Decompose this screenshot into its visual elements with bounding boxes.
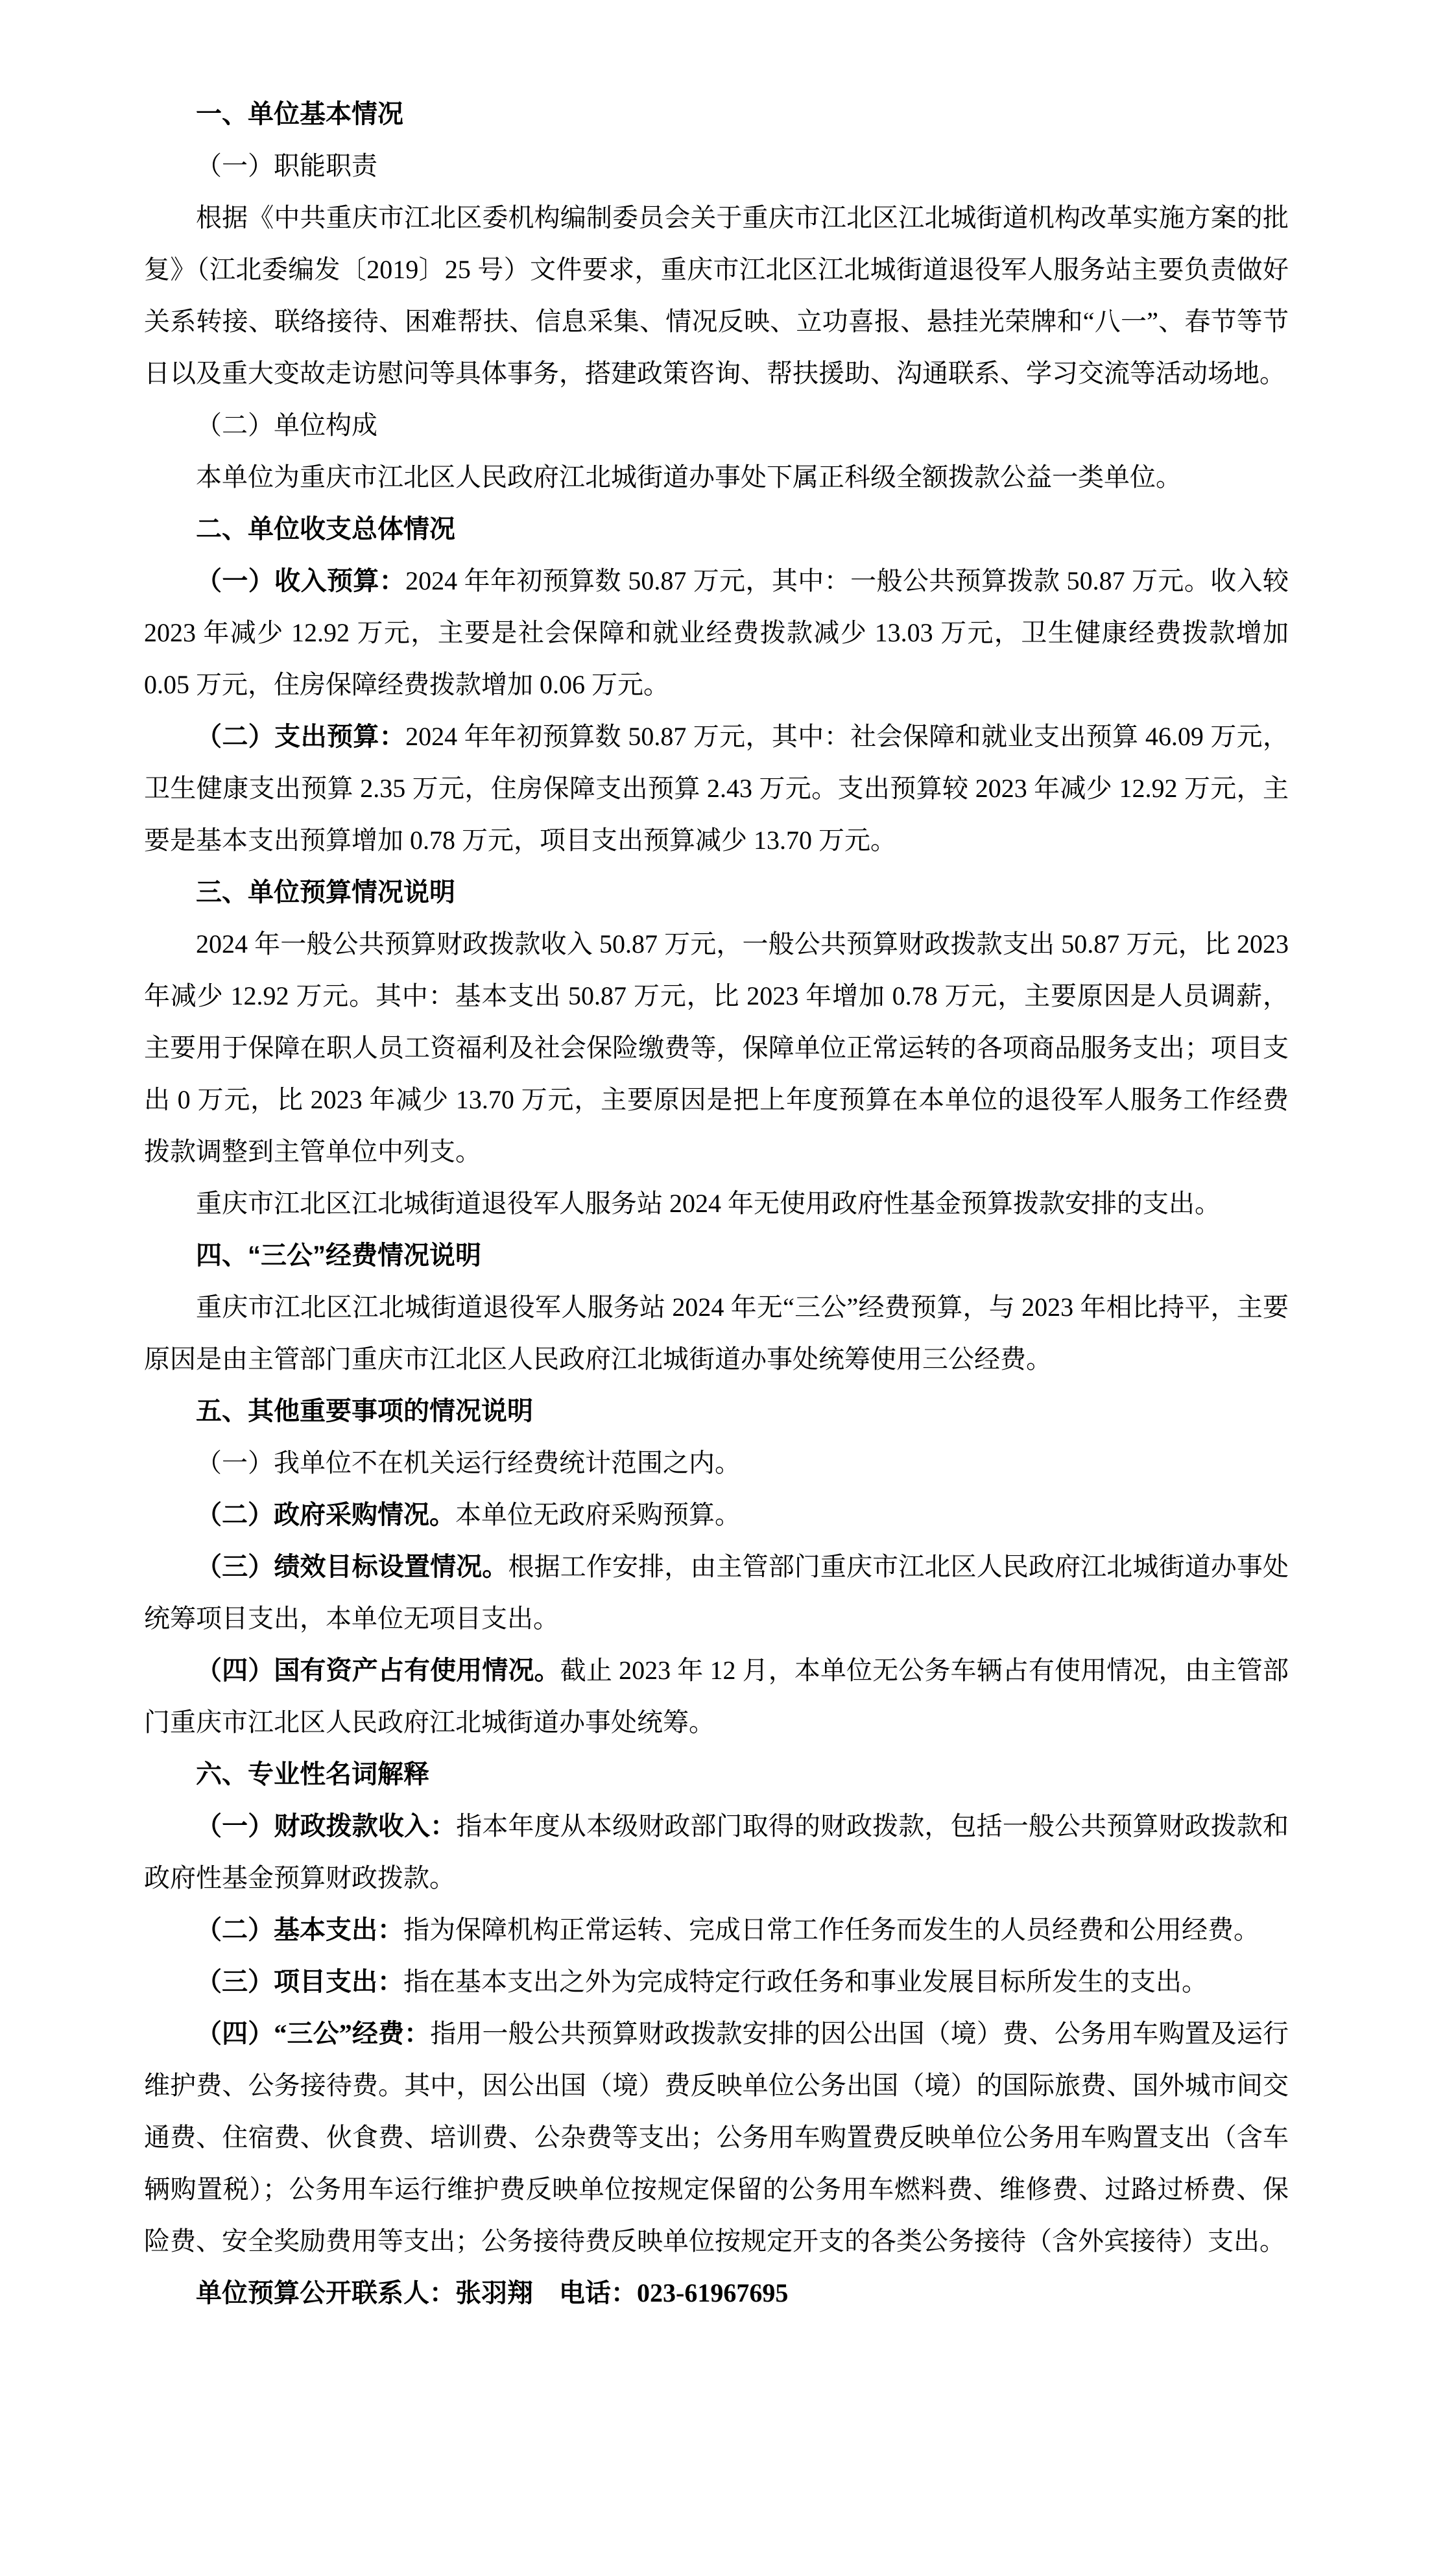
paragraph-text: 本单位无政府采购预算。 bbox=[455, 1500, 741, 1529]
paragraph: 重庆市江北区江北城街道退役军人服务站 2024 年无“三公”经费预算，与 2023 年相比持平，主要原因是由主管部门重庆市江北区人民政府江北城街道办事处统筹使用三公经费。 bbox=[144, 1293, 1289, 1374]
paragraph: 2024 年一般公共预算财政拨款收入 50.87 万元，一般公共预算财政拨款支出 50.87 万元，比 2023 年减少 12.92 万元。其中：基本支出 50.87 万元，比 2023 年增加 0.78 万元，主要原因是人员调薪，主要用于保障在职人员工资福利及社会保险缴费等，保障单位正常运转的各项商品服务支出；项目支出 0 万元，比 2023 年减少 13.70 万元，主要原因是把上年度预算在本单位的退役军人服务工作经费拨款调整到主管单位中列支。 bbox=[144, 929, 1289, 1166]
paragraph-lead: （一）收入预算： bbox=[196, 566, 406, 595]
paragraph bbox=[144, 1541, 1289, 1645]
paragraph-lead: （二）基本支出： bbox=[196, 1915, 403, 1944]
section-heading: 一、单位基本情况 bbox=[196, 100, 403, 128]
paragraph-text: 根据工作安排，由主管部门重庆市江北区人民政府江北城街道办事处统筹项目支出，本单位无项目支出。 bbox=[144, 1552, 1289, 1633]
paragraph-lead: （四）“三公”经费： bbox=[196, 2019, 431, 2048]
paragraph: 根据《中共重庆市江北区委机构编制委员会关于重庆市江北区江北城街道机构改革实施方案的批复》（江北委编发〔2019〕25 号）文件要求，重庆市江北区江北城街道退役军人服务站主要负责做好关系转接、联络接待、困难帮扶、信息采集、情况反映、立功喜报、悬挂光荣牌和“八一”、春节等节日以及重大变故走访慰问等具体事务，搭建政策咨询、帮扶援助、沟通联系、学习交流等活动场地。 bbox=[144, 203, 1289, 388]
paragraph-text: 2024 年年初预算数 50.87 万元，其中：社会保障和就业支出预算 46.09 万元，卫生健康支出预算 2.35 万元，住房保障支出预算 2.43 万元。支出预算较 2023 年减少 12.92 万元，主要是基本支出预算增加 0.78 万元，项目支出预算减少 13.70 万元。 bbox=[144, 722, 1289, 855]
paragraph bbox=[144, 1956, 1289, 2008]
paragraph: 重庆市江北区江北城街道退役军人服务站 2024 年无使用政府性基金预算拨款安排的支出。 bbox=[196, 1189, 1221, 1218]
paragraph-text: 指为保障机构正常运转、完成日常工作任务而发生的人员经费和公用经费。 bbox=[403, 1915, 1259, 1944]
paragraph-lead: （一）财政拨款收入： bbox=[196, 1811, 457, 1841]
paragraph-lead: （三）绩效目标设置情况。 bbox=[196, 1552, 508, 1581]
paragraph bbox=[144, 1645, 1289, 1748]
sub-heading: （二）单位构成 bbox=[196, 411, 377, 440]
paragraph-lead: （二）政府采购情况。 bbox=[196, 1500, 455, 1529]
paragraph bbox=[144, 1800, 1289, 1904]
section-heading: 五、其他重要事项的情况说明 bbox=[196, 1397, 533, 1425]
paragraph-lead: （二）支出预算： bbox=[196, 722, 406, 751]
paragraph-text: 2024 年年初预算数 50.87 万元，其中：一般公共预算拨款 50.87 万元。收入较 2023 年减少 12.92 万元，主要是社会保障和就业经费拨款减少 13.03 万元，卫生健康经费拨款增加 0.05 万元，住房保障经费拨款增加 0.06 万元。 bbox=[144, 566, 1289, 699]
paragraph: （一）我单位不在机关运行经费统计范围之内。 bbox=[196, 1448, 741, 1477]
paragraph-lead: （三）项目支出： bbox=[196, 1967, 403, 1996]
section-heading: 四、“三公”经费情况说明 bbox=[196, 1241, 481, 1270]
paragraph-text: 截止 2023 年 12 月，本单位无公务车辆占有使用情况，由主管部门重庆市江北区人民政府江北城街道办事处统筹。 bbox=[144, 1656, 1289, 1737]
paragraph bbox=[144, 555, 1289, 711]
sub-heading: （一）职能职责 bbox=[196, 151, 377, 180]
paragraph bbox=[144, 711, 1289, 866]
section-heading: 三、单位预算情况说明 bbox=[196, 878, 455, 907]
paragraph-text: 指本年度从本级财政部门取得的财政拨款，包括一般公共预算财政拨款和政府性基金预算财政拨款。 bbox=[144, 1811, 1289, 1892]
paragraph bbox=[144, 2008, 1289, 2267]
paragraph-text: 指用一般公共预算财政拨款安排的因公出国（境）费、公务用车购置及运行维护费、公务接待费。其中，因公出国（境）费反映单位公务出国（境）的国际旅费、国外城市间交通费、住宿费、伙食费、培训费、公杂费等支出；公务用车购置费反映单位公务用车购置支出（含车辆购置税）；公务用车运行维护费反映单位按规定保留的公务用车燃料费、维修费、过路过桥费、保险费、安全奖励费用等支出；公务接待费反映单位按规定开支的各类公务接待（含外宾接待）支出。 bbox=[144, 2019, 1289, 2256]
paragraph: 本单位为重庆市江北区人民政府江北城街道办事处下属正科级全额拨款公益一类单位。 bbox=[196, 462, 1182, 492]
paragraph-text: 指在基本支出之外为完成特定行政任务和事业发展目标所发生的支出。 bbox=[403, 1967, 1208, 1996]
paragraph bbox=[144, 1489, 1289, 1541]
contact-line: 单位预算公开联系人：张羽翔 电话：023-61967695 bbox=[196, 2278, 789, 2307]
paragraph-lead: （四）国有资产占有使用情况。 bbox=[196, 1656, 560, 1685]
paragraph bbox=[144, 1904, 1289, 1956]
section-heading: 二、单位收支总体情况 bbox=[196, 515, 455, 543]
section-heading: 六、专业性名词解释 bbox=[196, 1760, 429, 1789]
document-body bbox=[144, 88, 1289, 2319]
